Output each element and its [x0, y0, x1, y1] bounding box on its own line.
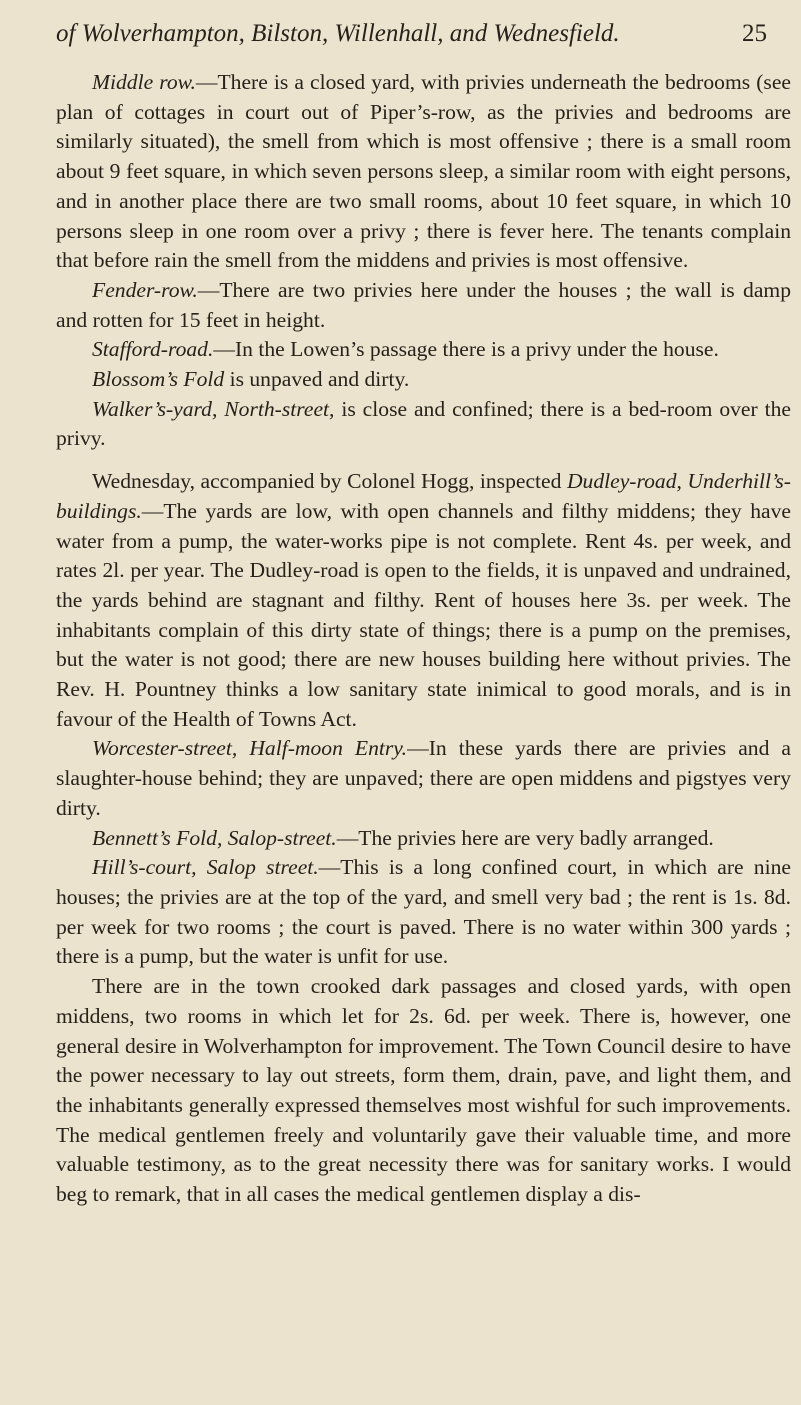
page-body	[56, 68, 791, 1210]
paragraph-intro: Wednesday, accompanied by Colonel Hogg, inspected	[92, 469, 567, 494]
paragraph-text: is close and confined; there is a bed-room over the privy.	[56, 396, 791, 451]
paragraph-town-summary	[56, 972, 791, 1210]
paragraph-text: —The yards are low, with open channels and filthy middens; they have water from a pump, the water-works pipe is not complete. Rent 4s. per week, and rates 2l. per year. The Dudley-road is open to the fields, it is unpaved and undrained, the yards behind are stagnant and filthy. Rent of houses here 3s. per week. The inhabitants complain of this dirty state of things; there is a pump on the premises, but the water is not good; there are new houses building here without privies. The Rev. H. Pountney thinks a low sanitary state inimical to good morals, and is in favour of the Health of Towns Act.	[56, 498, 791, 731]
paragraph-heading: Walker’s-yard, North-street,	[92, 396, 335, 421]
paragraph-text: There are in the town crooked dark passages and closed yards, with open middens, two rooms in which let for 2s. 6d. per week. There is, however, one general desire in Wolverhampton for improvement. The Town Council desire to have the power necessary to lay out streets, form them, drain, pave, and light them, and the inhabitants generally expressed themselves most wishful for such improvements. The medical gentlemen freely and voluntarily gave their valuable time, and more valuable testimony, as to the great necessity there was for sanitary works. I would beg to remark, that in all cases the medical gentlemen display a dis-	[56, 974, 791, 1207]
paragraph-text: —There is a closed yard, with privies underneath the bedrooms (see plan of cottages in court out of Piper’s-row, as the privies and bedrooms are similarly situated), the smell from which is most offensive ; there is a small room about 9 feet square, in which seven persons sleep, a similar room with eight persons, and in another place there are two small rooms, about 10 feet square, in which 10 persons sleep in one room over a privy ; there is fever here. The tenants complain that before rain the smell from the middens and privies is most offensive.	[56, 70, 791, 273]
paragraph-text: —In the Lowen’s passage there is a privy under the house.	[213, 337, 719, 362]
paragraph-heading: Hill’s-court, Salop street.	[92, 855, 319, 880]
paragraph-heading: Bennett’s Fold, Salop-street.	[92, 825, 337, 850]
paragraph-heading: Middle row.	[92, 70, 196, 94]
paragraph-stafford-road	[56, 335, 791, 365]
paragraph-text: —There are two privies here under the houses ; the wall is damp and rotten for 15 feet in height.	[56, 277, 791, 332]
paragraph-text: —This is a long confined court, in which are nine houses; the privies are at the top of the yard, and smell very bad ; the rent is 1s. 8d. per week for two rooms ; the court is paved. There is no water within 300 yards ; there is a pump, but the water is unfit for use.	[56, 855, 791, 969]
paragraph-worcester-street	[56, 734, 791, 823]
paragraph-heading: Stafford-road.	[92, 337, 214, 362]
paragraph-heading: Fender-row.	[92, 277, 198, 302]
paragraph-dudley-road	[56, 467, 791, 734]
paragraph-blossoms-fold	[56, 365, 791, 395]
paragraph-hills-court	[56, 853, 791, 972]
paragraph-bennetts-fold	[56, 824, 791, 854]
running-title: of Wolverhampton, Bilston, Willenhall, and Wednesfield.	[56, 20, 620, 47]
page-header	[56, 20, 767, 48]
paragraph-heading: Dudley-road, Underhill’s-buildings.	[56, 469, 791, 523]
paragraph-heading: Blossom’s Fold	[92, 367, 225, 392]
paragraph-heading: Worcester-street, Half-moon Entry.	[92, 736, 408, 761]
paragraph-text: —In these yards there are privies and a slaughter-house behind; they are unpaved; there are open middens and pigstyes very dirty.	[56, 736, 792, 820]
paragraph-text: —The privies here are very badly arranged.	[336, 825, 714, 850]
paragraph-middle-row	[56, 68, 791, 276]
page-number: 25	[742, 20, 767, 47]
paragraph-fender-row	[56, 276, 791, 335]
paragraph-walkers-yard	[56, 395, 791, 454]
paragraph-text: is unpaved and dirty.	[224, 367, 410, 392]
